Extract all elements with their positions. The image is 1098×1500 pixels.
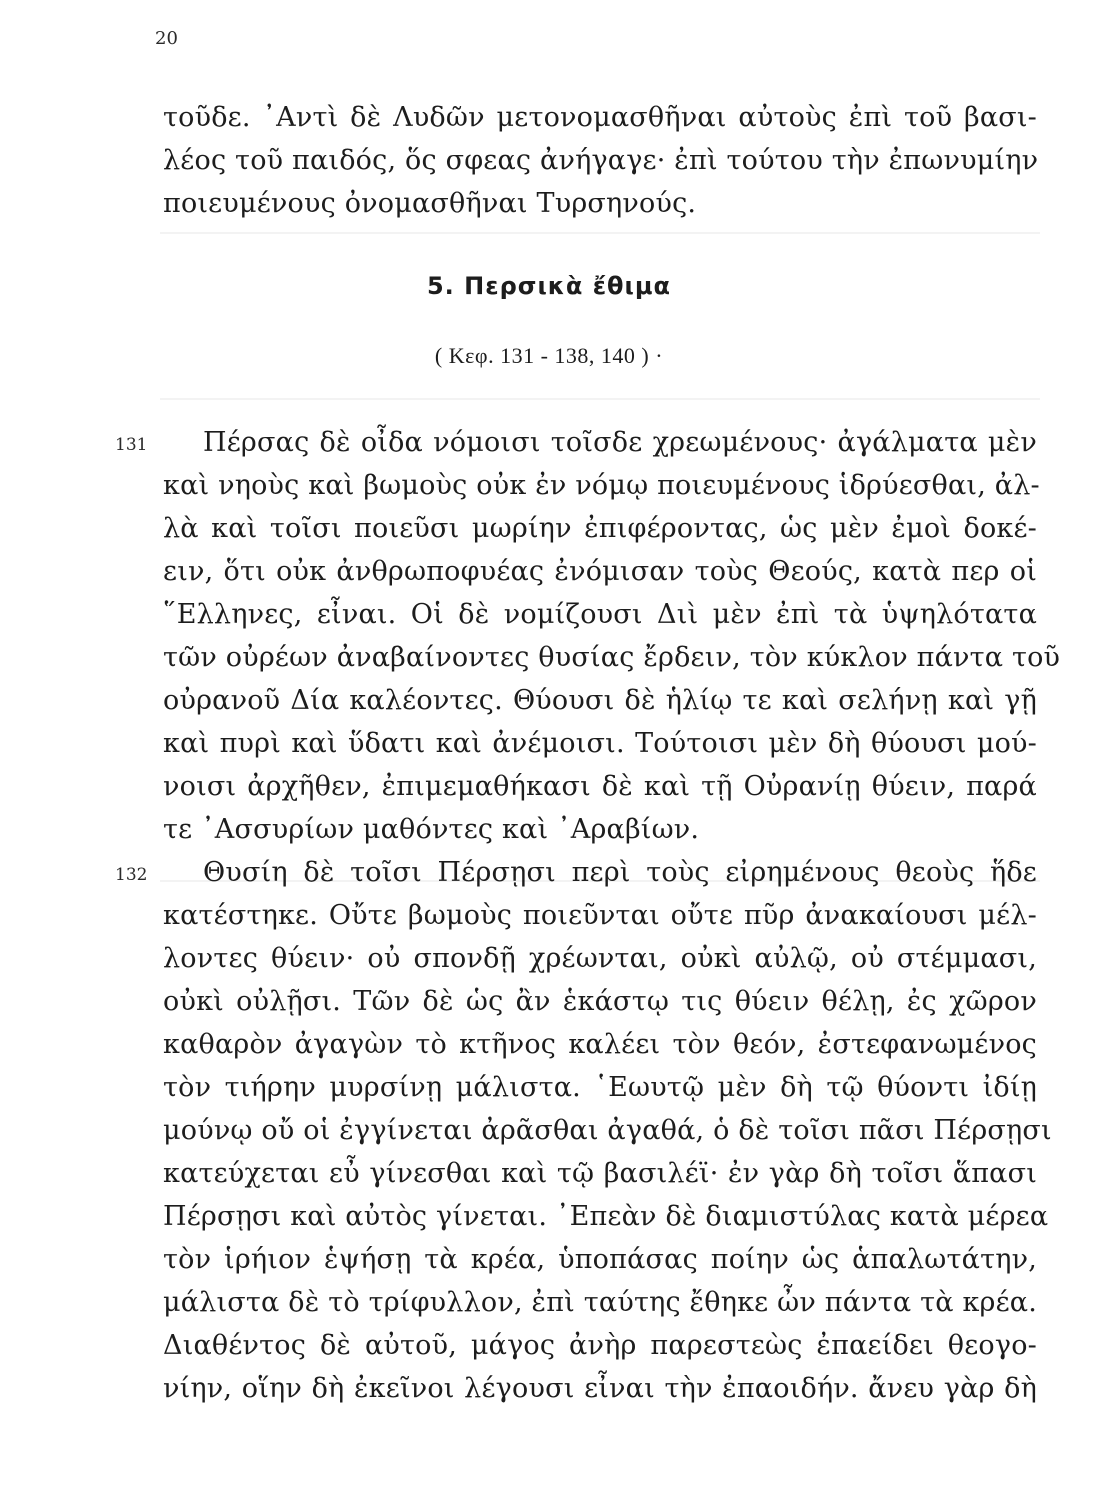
chapter-number: 131	[115, 435, 148, 455]
text-line: λὰ καὶ τοῖσι ποιεῦσι μωρίην ἐπιφέροντας, ὡς μὲν ἐμοὶ δοκέ-	[163, 513, 1037, 544]
text-line: τῶν οὐρέων ἀναβαίνοντες θυσίας ἔρδειν, τὸν κύκλον πάντα τοῦ	[163, 642, 1061, 673]
page-number: 20	[155, 28, 178, 49]
text-line: λέος τοῦ παιδός, ὅς σφεας ἀνήγαγε· ἐπὶ τούτου τὴν ἐπωνυμίην	[163, 145, 1039, 176]
text-line: Διαθέντος δὲ αὐτοῦ, μάγος ἀνὴρ παρεστεὼς ἐπαείδει θεογο-	[163, 1330, 1037, 1361]
text-line: λοντες θύειν· οὐ σπονδῇ χρέωνται, οὐκὶ αὐλῷ, οὐ στέμμασι,	[163, 943, 1037, 974]
text-line: κατεύχεται εὖ γίνεσθαι καὶ τῷ βασιλέϊ· ἐν γὰρ δὴ τοῖσι ἅπασι	[163, 1158, 1037, 1189]
text-line: μούνῳ οὔ οἱ ἐγγίνεται ἀρᾶσθαι ἀγαθά, ὁ δὲ τοῖσι πᾶσι Πέρσῃσι	[163, 1115, 1052, 1146]
text-line: μάλιστα δὲ τὸ τρίφυλλον, ἐπὶ ταύτης ἔθηκε ὦν πάντα τὰ κρέα.	[163, 1287, 1037, 1318]
text-line: Πέρσας δὲ οἶδα νόμοισι τοῖσδε χρεωμένους· ἀγάλματα μὲν	[203, 427, 1037, 458]
text-line: οὐκὶ οὐλῇσι. Τῶν δὲ ὡς ἂν ἑκάστῳ τις θύειν θέλῃ, ἐς χῶρον	[163, 986, 1037, 1017]
text-line: τε ᾿Ασσυρίων μαθόντες καὶ ᾿Αραβίων.	[163, 814, 700, 845]
text-line: καὶ νηοὺς καὶ βωμοὺς οὐκ ἐν νόμῳ ποιευμένους ἱδρύεσθαι, ἀλ-	[163, 470, 1040, 501]
text-line: Θυσίη δὲ τοῖσι Πέρσῃσι περὶ τοὺς εἰρημένους θεοὺς ἥδε	[203, 857, 1037, 888]
text-line: ειν, ὅτι οὐκ ἀνθρωποφυέας ἐνόμισαν τοὺς Θεούς, κατὰ περ οἱ	[163, 556, 1037, 587]
text-line: καθαρὸν ἀγαγὼν τὸ κτῆνος καλέει τὸν θεόν, ἐστεφανωμένος	[163, 1029, 1037, 1060]
show-through-shadow	[160, 398, 1040, 400]
text-line: τοῦδε. ᾿Αντὶ δὲ Λυδῶν μετονομασθῆναι αὐτοὺς ἐπὶ τοῦ βασι-	[163, 102, 1037, 133]
text-line: καὶ πυρὶ καὶ ὕδατι καὶ ἀνέμοισι. Τούτοισι μὲν δὴ θύουσι μού-	[163, 728, 1037, 759]
text-line: ποιευμένους ὀνομασθῆναι Τυρσηνούς.	[163, 188, 697, 219]
text-line: νίην, οἵην δὴ ἐκεῖνοι λέγουσι εἶναι τὴν ἐπαοιδήν. ἄνευ γὰρ δὴ	[163, 1373, 1037, 1404]
text-line: νοισι ἀρχῆθεν, ἐπιμεμαθήκασι δὲ καὶ τῇ Οὐρανίῃ θύειν, παρά	[163, 771, 1037, 802]
show-through-shadow	[160, 232, 1040, 234]
text-line: τὸν τιήρην μυρσίνῃ μάλιστα. ῾Εωυτῷ μὲν δὴ τῷ θύοντι ἰδίῃ	[163, 1072, 1037, 1103]
text-line: τὸν ἱρήιον ἑψήσῃ τὰ κρέα, ὑποπάσας ποίην ὡς ἁπαλωτάτην,	[163, 1244, 1037, 1275]
section-subheading: ( Κεφ. 131 - 138, 140 ) ·	[434, 343, 664, 368]
chapter-number: 132	[115, 865, 148, 885]
text-line: Πέρσῃσι καὶ αὐτὸς γίνεται. ᾿Επεὰν δὲ διαμιστύλας κατὰ μέρεα	[163, 1201, 1049, 1232]
text-line: ῞Ελληνες, εἶναι. Οἱ δὲ νομίζουσι Διὶ μὲν ἐπὶ τὰ ὑψηλότατα	[163, 599, 1037, 630]
section-heading: 5. Περσικὰ ἔθιμα	[426, 272, 672, 300]
text-line: κατέστηκε. Οὔτε βωμοὺς ποιεῦνται οὔτε πῦρ ἀνακαίουσι μέλ-	[163, 900, 1037, 931]
text-line: οὐρανοῦ Δία καλέοντες. Θύουσι δὲ ἡλίῳ τε καὶ σελήνῃ καὶ γῇ	[163, 685, 1037, 716]
